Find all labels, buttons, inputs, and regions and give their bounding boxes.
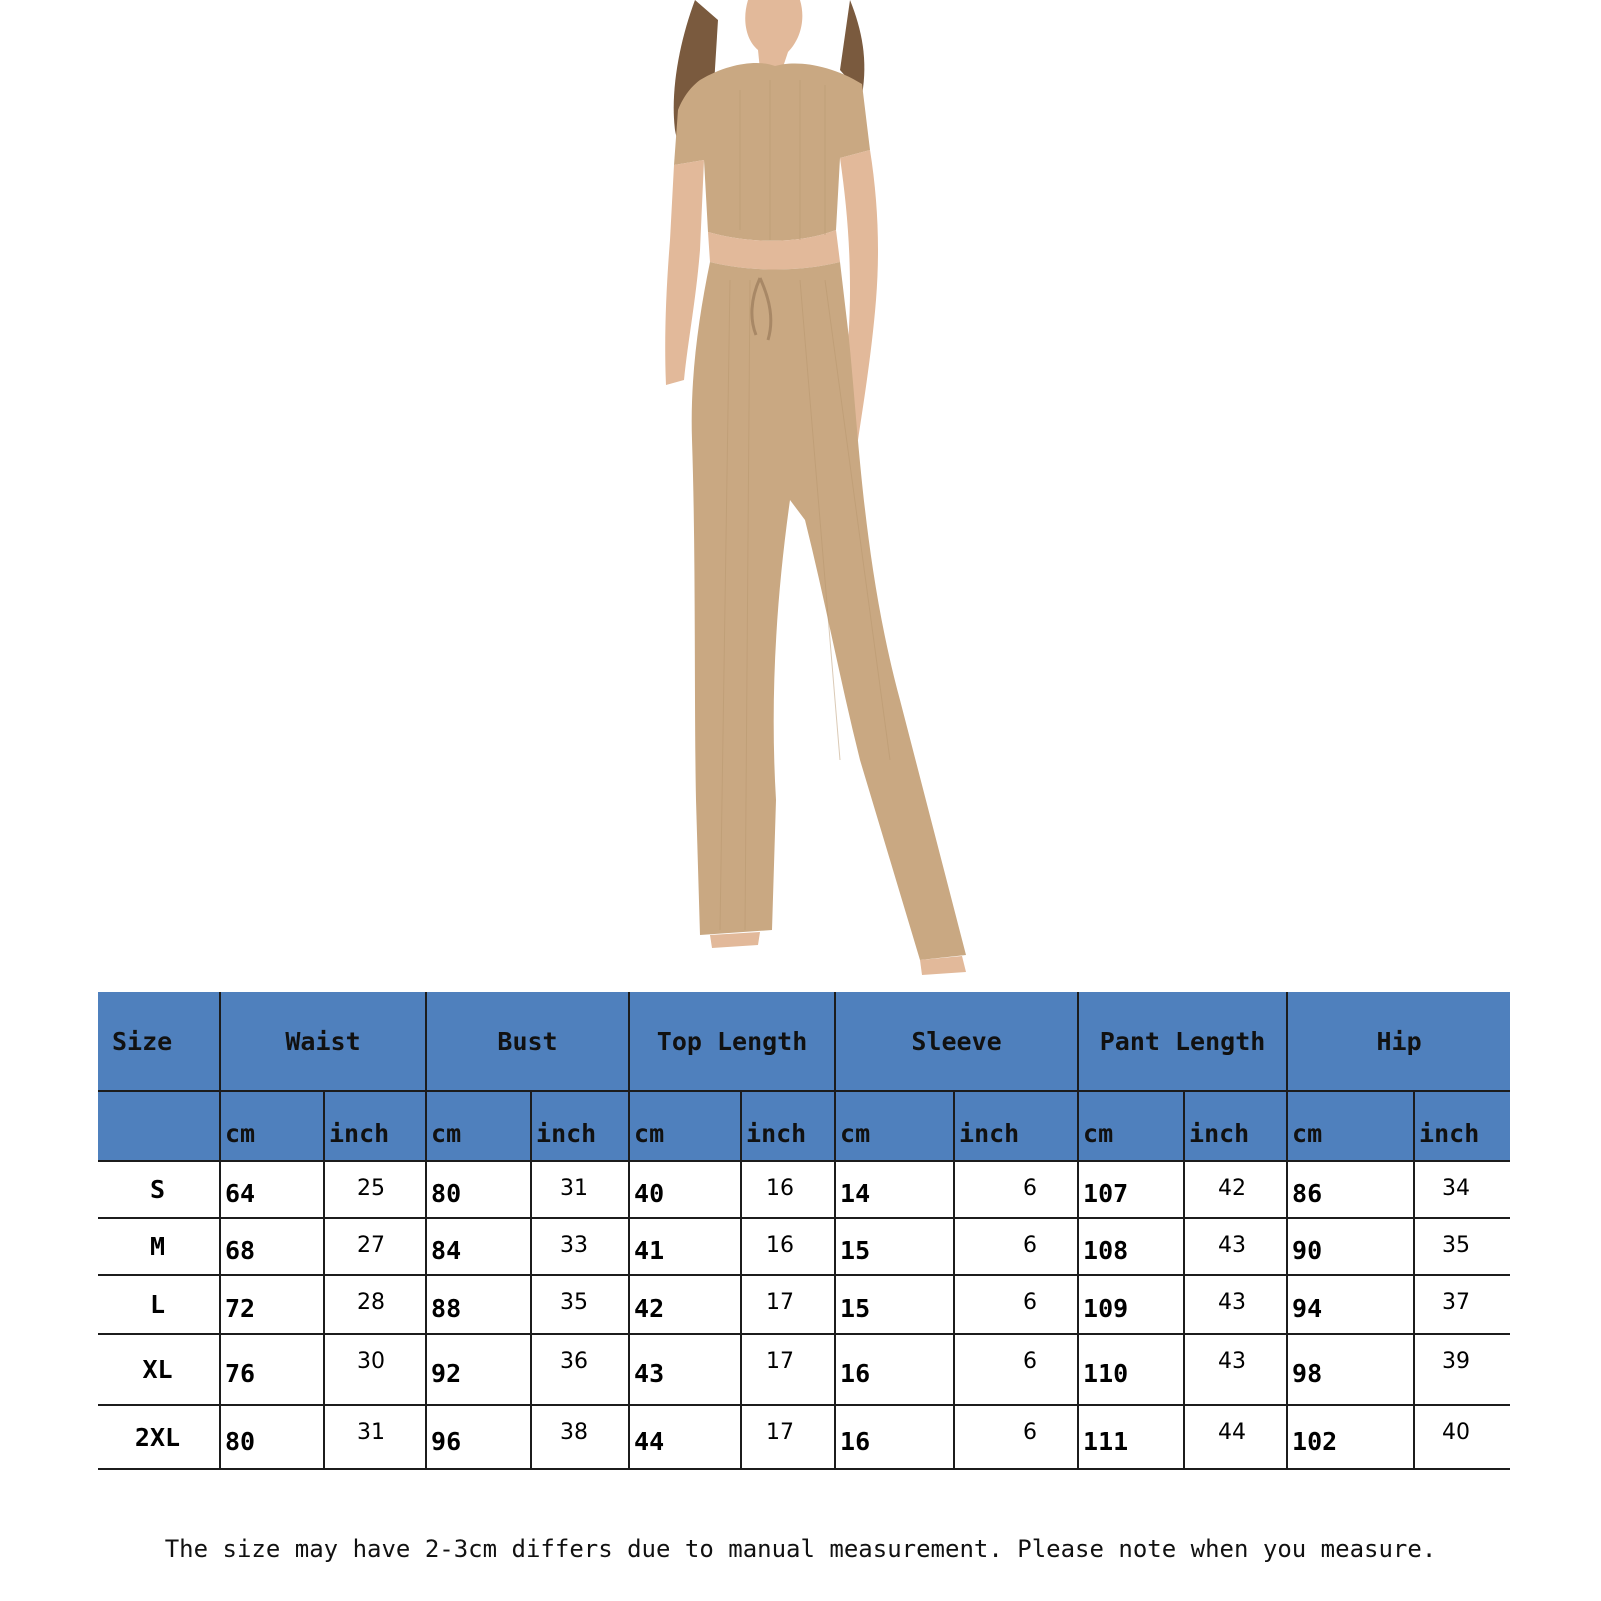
pant-length-inch-cell: 43 (1184, 1275, 1287, 1334)
unit-inch: inch (1414, 1091, 1510, 1161)
size-cell: 2XL (98, 1405, 220, 1469)
header-pant-length: Pant Length (1078, 992, 1287, 1091)
unit-inch: inch (741, 1091, 835, 1161)
header-bust: Bust (426, 992, 629, 1091)
unit-cm: cm (835, 1091, 954, 1161)
waist-cm-cell: 64 (220, 1161, 324, 1218)
pant-length-inch-cell: 44 (1184, 1405, 1287, 1469)
pant-length-cm-cell: 110 (1078, 1334, 1184, 1405)
top-length-inch-cell: 16 (741, 1161, 835, 1218)
header-hip: Hip (1287, 992, 1510, 1091)
size-chart-table (98, 992, 1510, 1470)
unit-blank (98, 1091, 220, 1161)
pant-length-inch-cell: 43 (1184, 1218, 1287, 1275)
pant-length-inch-cell: 43 (1184, 1334, 1287, 1405)
hip-cm-cell: 98 (1287, 1334, 1414, 1405)
table-row (98, 1405, 1510, 1469)
bust-cm-cell: 80 (426, 1161, 531, 1218)
unit-inch: inch (1184, 1091, 1287, 1161)
unit-cm: cm (220, 1091, 324, 1161)
unit-inch: inch (531, 1091, 629, 1161)
top-length-inch-cell: 17 (741, 1405, 835, 1469)
sleeve-cm-cell: 16 (835, 1334, 954, 1405)
unit-cm: cm (629, 1091, 741, 1161)
table-row (98, 1161, 1510, 1218)
bust-inch-cell: 33 (531, 1218, 629, 1275)
measurement-note: The size may have 2-3cm differs due to manual measurement. Please note when you measure. (164, 1535, 1437, 1563)
bust-inch-cell: 35 (531, 1275, 629, 1334)
pant-length-inch-cell: 42 (1184, 1161, 1287, 1218)
hip-cm-cell: 90 (1287, 1218, 1414, 1275)
sleeve-inch-cell: 6 (954, 1275, 1078, 1334)
sleeve-inch-cell: 6 (954, 1218, 1078, 1275)
hip-inch-cell: 37 (1414, 1275, 1510, 1334)
unit-inch: inch (954, 1091, 1078, 1161)
top-length-cm-cell: 43 (629, 1334, 741, 1405)
top-length-cm-cell: 40 (629, 1161, 741, 1218)
sleeve-cm-cell: 15 (835, 1275, 954, 1334)
unit-header-row (98, 1091, 1510, 1161)
header-sleeve: Sleeve (835, 992, 1078, 1091)
bust-cm-cell: 88 (426, 1275, 531, 1334)
top-length-cm-cell: 41 (629, 1218, 741, 1275)
unit-inch: inch (324, 1091, 426, 1161)
unit-cm: cm (426, 1091, 531, 1161)
table-row (98, 1334, 1510, 1405)
sleeve-inch-cell: 6 (954, 1405, 1078, 1469)
size-cell: XL (98, 1334, 220, 1405)
waist-inch-cell: 27 (324, 1218, 426, 1275)
hip-inch-cell: 40 (1414, 1405, 1510, 1469)
pant-length-cm-cell: 108 (1078, 1218, 1184, 1275)
bust-cm-cell: 84 (426, 1218, 531, 1275)
bust-inch-cell: 36 (531, 1334, 629, 1405)
top-length-cm-cell: 44 (629, 1405, 741, 1469)
size-cell: M (98, 1218, 220, 1275)
waist-cm-cell: 72 (220, 1275, 324, 1334)
waist-inch-cell: 31 (324, 1405, 426, 1469)
top-length-cm-cell: 42 (629, 1275, 741, 1334)
hip-cm-cell: 86 (1287, 1161, 1414, 1218)
hip-inch-cell: 39 (1414, 1334, 1510, 1405)
top-length-inch-cell: 17 (741, 1334, 835, 1405)
table-row (98, 1218, 1510, 1275)
hip-inch-cell: 35 (1414, 1218, 1510, 1275)
waist-cm-cell: 68 (220, 1218, 324, 1275)
sleeve-inch-cell: 6 (954, 1161, 1078, 1218)
sleeve-cm-cell: 15 (835, 1218, 954, 1275)
pant-length-cm-cell: 109 (1078, 1275, 1184, 1334)
bust-cm-cell: 96 (426, 1405, 531, 1469)
top-length-inch-cell: 17 (741, 1275, 835, 1334)
sleeve-inch-cell: 6 (954, 1334, 1078, 1405)
hip-cm-cell: 94 (1287, 1275, 1414, 1334)
hip-inch-cell: 34 (1414, 1161, 1510, 1218)
waist-cm-cell: 76 (220, 1334, 324, 1405)
waist-inch-cell: 28 (324, 1275, 426, 1334)
unit-cm: cm (1287, 1091, 1414, 1161)
bust-inch-cell: 31 (531, 1161, 629, 1218)
product-photo (600, 0, 1000, 990)
model-illustration (600, 0, 1000, 990)
size-cell: L (98, 1275, 220, 1334)
hip-cm-cell: 102 (1287, 1405, 1414, 1469)
waist-inch-cell: 30 (324, 1334, 426, 1405)
table-row (98, 1275, 1510, 1334)
waist-cm-cell: 80 (220, 1405, 324, 1469)
bust-inch-cell: 38 (531, 1405, 629, 1469)
sleeve-cm-cell: 14 (835, 1161, 954, 1218)
bust-cm-cell: 92 (426, 1334, 531, 1405)
group-header-row (98, 992, 1510, 1091)
header-top-length: Top Length (629, 992, 835, 1091)
pant-length-cm-cell: 107 (1078, 1161, 1184, 1218)
top-length-inch-cell: 16 (741, 1218, 835, 1275)
header-waist: Waist (220, 992, 426, 1091)
unit-cm: cm (1078, 1091, 1184, 1161)
pant-length-cm-cell: 111 (1078, 1405, 1184, 1469)
header-size: Size (98, 992, 220, 1091)
size-cell: S (98, 1161, 220, 1218)
sleeve-cm-cell: 16 (835, 1405, 954, 1469)
waist-inch-cell: 25 (324, 1161, 426, 1218)
